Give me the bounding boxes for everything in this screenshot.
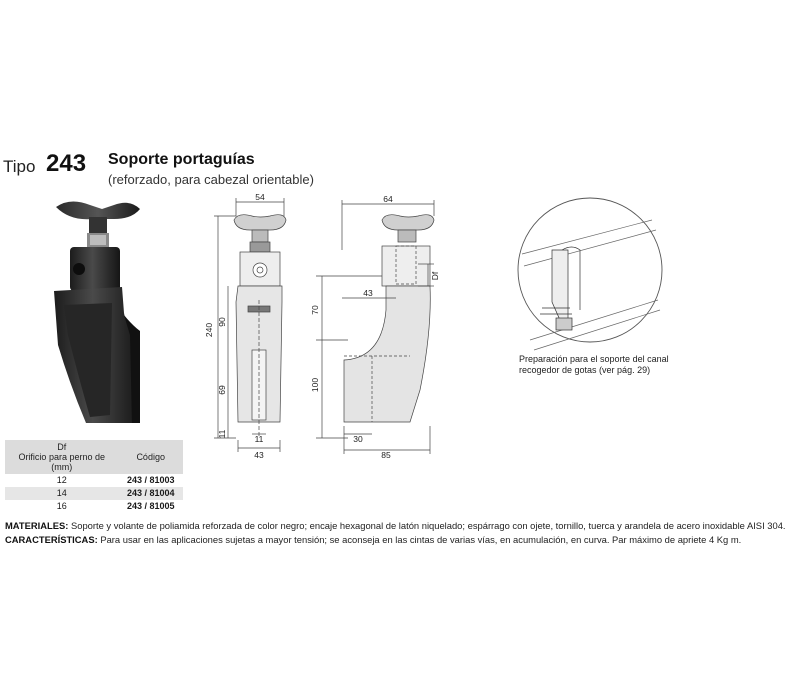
dim-side-depth-85: 85 <box>381 450 391 460</box>
code-header: Código <box>118 440 183 474</box>
df-header-title: Df <box>57 442 67 452</box>
df-cell: 12 <box>5 474 118 487</box>
dim-front-slot-width: 11 <box>254 434 264 444</box>
product-title: Soporte portaguías <box>108 151 255 168</box>
dim-side-hole: Df <box>430 271 440 281</box>
materials-label: MATERIALES: <box>5 520 69 531</box>
detail-view <box>518 198 662 350</box>
product-photo <box>40 195 170 425</box>
dim-front-base-width: 43 <box>254 450 264 460</box>
tipo-number: 243 <box>46 150 87 177</box>
dim-side-offset-43: 43 <box>363 288 373 298</box>
dim-front-height-mid: 90 <box>217 317 227 327</box>
df-header <box>5 440 118 474</box>
dim-side-base-30: 30 <box>353 434 363 444</box>
features-paragraph <box>5 534 742 546</box>
table-row <box>5 500 183 513</box>
materials-paragraph <box>5 520 786 532</box>
code-cell: 243 / 81004 <box>118 487 183 500</box>
detail-note: Preparación para el soporte del canal recogedor de gotas (ver pág. 29) <box>519 354 669 375</box>
features-label: CARACTERÍSTICAS: <box>5 534 98 545</box>
dim-side-height-100: 100 <box>310 377 320 393</box>
technical-drawing <box>200 190 700 470</box>
df-cell: 16 <box>5 500 118 513</box>
features-text: Para usar en las aplicaciones sujetas a mayor tensión; se aconseja en las cintas de varias vías, en acumulación, en curva. Par máximo de apriete 4 Kg m. <box>97 534 742 545</box>
code-cell: 243 / 81005 <box>118 500 183 513</box>
dim-front-width-top: 54 <box>255 192 265 202</box>
side-view <box>316 200 434 454</box>
spec-table <box>5 440 183 513</box>
dim-front-bottom-gap: 11 <box>217 429 227 439</box>
dim-front-height-low: 69 <box>217 385 227 395</box>
df-header-sub: Orificio para perno de <box>18 452 105 462</box>
dim-side-width-top: 64 <box>383 194 393 204</box>
table-row <box>5 487 183 500</box>
materials-text: Soporte y volante de poliamida reforzada de color negro; encaje hexagonal de latón niquelado; espárrago con ojete, tornillo, tuerca y arandela de acero inoxidable AISI 304. <box>68 520 786 531</box>
code-cell: 243 / 81003 <box>118 474 183 487</box>
df-cell: 14 <box>5 487 118 500</box>
dim-front-total-height: 240 <box>204 322 214 338</box>
tipo-label: Tipo <box>3 157 36 176</box>
table-header-row <box>5 440 183 474</box>
table-row <box>5 474 183 487</box>
df-header-unit: (mm) <box>51 462 73 472</box>
dim-side-height-70: 70 <box>310 305 320 315</box>
product-subtitle: (reforzado, para cabezal orientable) <box>108 172 314 187</box>
